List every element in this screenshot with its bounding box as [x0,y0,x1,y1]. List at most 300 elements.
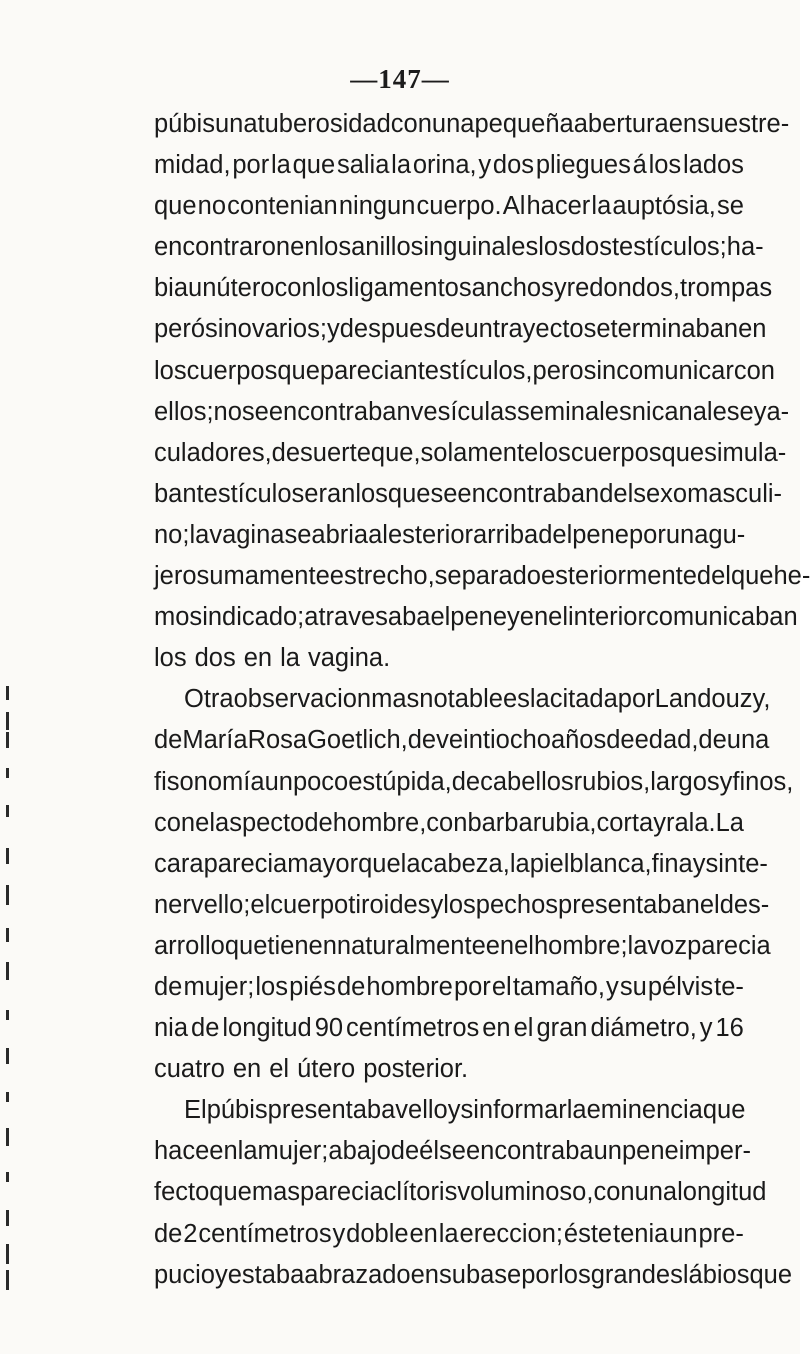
word: mas [251,1178,301,1207]
word: citada [549,685,618,714]
word: tenia [613,1219,669,1248]
word: rala. [665,808,716,837]
word: que [277,356,320,385]
word: anillos [351,233,424,262]
word: con [733,356,775,385]
text-line [154,145,744,186]
word: seminales [516,397,632,426]
word: se [241,397,269,426]
word: comunicaban [645,603,798,632]
word: pene [450,603,508,632]
word: sin [583,356,617,385]
word: el [548,603,569,632]
word: se [284,520,312,549]
word: no [213,397,242,426]
word: por [521,1260,559,1289]
word: en [409,1219,438,1248]
word: y [447,1096,461,1125]
word: diámetro, [590,1014,697,1043]
text-line [154,556,810,597]
word: sin [705,849,739,878]
word: hace [154,1137,210,1166]
text-line [154,227,764,268]
word: sin [205,315,238,344]
word: corta [596,808,654,837]
text-line [154,104,790,145]
word: formar [493,1096,567,1125]
word: con [154,808,196,837]
text-line [154,597,798,638]
word: de [154,726,183,755]
word: por [232,151,270,180]
word: orina, [412,151,477,180]
word: estrecho, [329,562,435,591]
word: púbis [206,1096,268,1125]
word: eya- [739,397,790,426]
word: que [358,849,401,878]
word: voz [647,931,688,960]
word: longitud [677,1178,767,1207]
word: estúpida, [348,767,452,796]
word: vagina [209,520,285,549]
word: por [453,972,491,1001]
word: cabellos [480,767,574,796]
word: pero [532,356,584,385]
text-line [154,351,775,392]
word: un [593,1137,622,1166]
word: pequeña [474,110,574,138]
word: los [154,644,187,673]
word: mas [371,685,420,714]
body-text [154,104,810,1296]
text-line [154,474,783,515]
word: cara [154,849,204,878]
word: hacer [526,192,591,221]
text-line [154,762,794,803]
word: encontraban [457,479,600,508]
word: la [627,931,648,960]
word: tiroides [348,890,431,919]
word: hombre, [332,808,427,837]
word: hombre [366,972,453,1001]
word: y [332,1219,346,1248]
word: centímetros [346,1014,480,1043]
word: en [482,1014,511,1043]
word: un [669,1219,698,1248]
word: trayecto [492,315,584,344]
word: y [214,1260,228,1289]
word: el [699,890,720,919]
word: la [566,1096,587,1125]
word: fina [651,849,693,878]
word: testículos; [611,233,727,262]
word: grandes [590,1260,683,1289]
text-line [154,885,770,926]
word: mujer; [257,1137,329,1166]
word: de [407,726,437,755]
word: auptósia, [612,192,716,221]
word: y [553,274,567,303]
word: cabeza, [420,849,510,878]
word: se [716,192,744,221]
word: cuerpos [570,438,662,467]
word: en [209,1137,238,1166]
word: que [387,479,431,508]
word: pucio [154,1260,215,1289]
word: cuerpo. [416,192,502,221]
word: solamente [420,438,539,467]
word: posterior. [363,1055,469,1084]
word: y [692,849,706,878]
word: el [195,808,215,837]
word: pélvis [647,972,714,1001]
word: presentaban [558,890,700,919]
word: ningun [338,192,416,221]
word: ereccion; [459,1219,563,1248]
word: jero [154,562,197,591]
word: observacion [233,685,372,714]
text-line [154,515,744,556]
word: fecto [154,1178,210,1207]
word: edad, [634,726,699,755]
edge-mark [6,1270,9,1290]
word: esteriormente [541,562,697,591]
word: su [619,972,647,1001]
word: suerte [300,438,371,467]
word: simula- [704,438,787,467]
word: anchos [471,274,554,303]
word: redondos, [566,274,680,303]
word: una [726,726,770,755]
word: clítoris [383,1178,458,1207]
word: del [599,479,634,508]
edge-mark [6,1010,9,1020]
word: indicado; [202,603,305,632]
word: con [390,110,432,138]
word: encontraron [154,233,291,262]
word: que [661,438,705,467]
word: masculi- [687,479,783,508]
edge-mark [6,712,9,730]
text-line [154,268,773,309]
text-line [154,1008,744,1049]
word: se [430,479,458,508]
edge-mark [6,732,9,748]
text-line [154,1090,744,1131]
word: que [749,1260,793,1289]
word: tienen [267,931,337,960]
word: abrazado [304,1260,411,1289]
text-line [154,926,771,967]
word: aspecto [215,808,305,837]
word: y [719,767,733,796]
word: poco [292,767,349,796]
word: peró [154,315,206,344]
word: lados [682,151,744,180]
word: midad, [154,151,231,180]
word: el [430,603,451,632]
word: abria [311,520,369,549]
word: arriba [473,520,539,549]
word: de [451,767,481,796]
word: en [410,1260,439,1289]
word: tuberosidad [257,110,391,138]
word: despues [339,315,437,344]
word: y [326,315,340,344]
word: salia [336,151,390,180]
word: de [390,1137,420,1166]
word: vello [395,1096,448,1125]
word: dos [492,151,535,180]
word: parecia [687,931,771,960]
text-line [154,803,744,844]
text-line [154,967,744,1008]
word: he- [773,562,810,591]
word: que, [370,438,421,467]
word: un [188,274,217,303]
word: la [438,1219,459,1248]
word: testículos [196,479,305,508]
word: Landouzy, [654,685,771,714]
word: la [400,849,421,878]
word: te- [738,849,768,878]
word: hombre; [533,931,628,960]
word: contenian [227,192,338,221]
word: tamaño, [512,972,605,1001]
word: dos [194,644,236,673]
word: con [426,808,468,837]
word: que [702,1096,746,1125]
word: sin [460,1096,494,1125]
text-line [154,433,787,474]
edge-mark [6,1172,9,1182]
word: terminaban [610,315,739,344]
word: vesículas [410,397,517,426]
word: piel [529,849,570,878]
word: ellos; [154,397,214,426]
word: por [628,520,666,549]
word: los [355,479,388,508]
word: de [271,438,301,467]
word: los [538,233,571,262]
word: mayor [287,849,359,878]
word: útero [297,1055,356,1084]
word: veintiocho [436,726,551,755]
word: testículos, [417,356,533,385]
word: de [304,808,333,837]
word: de [191,1014,220,1043]
word: barba [467,808,533,837]
word: canales [651,397,740,426]
word: finos, [732,767,794,796]
word: atravesaba [304,603,431,632]
word: pechos [475,890,559,919]
word: que [224,931,268,960]
word: los [318,233,352,262]
word: des- [719,890,770,919]
page-edge-shadow [0,0,24,1354]
word: comunicar [616,356,734,385]
word: en [519,603,549,632]
word: eminencia [586,1096,703,1125]
word: nia [154,1014,189,1043]
word: en [738,315,767,344]
word: la [391,151,412,180]
word: largos [650,767,720,796]
text-line [154,1172,767,1213]
word: Rosa [247,726,308,755]
word: ner [154,890,191,919]
word: María [182,726,248,755]
word: una [634,1178,678,1207]
word: vagina. [307,644,391,673]
word: y [507,603,520,632]
word: inguinales [423,233,539,262]
word: y [653,808,666,837]
word: cuerpo [270,890,349,919]
word: ni [631,397,652,426]
word: su [697,110,725,138]
word: pliegues [535,151,631,180]
word: de [606,726,635,755]
word: presentaba [267,1096,396,1125]
word: base [465,1260,522,1289]
word: los [255,972,288,1001]
word: encontraban [268,397,411,426]
word: al [368,520,388,549]
word: que [730,562,774,591]
word: del [696,562,731,591]
word: Otra [184,685,234,714]
word: 2 [183,1219,198,1248]
word: pre- [698,1219,744,1248]
word: mujer; [183,972,255,1001]
word: con [274,274,316,303]
word: trompas [680,274,773,303]
word: el [514,931,534,960]
word: doble [346,1219,409,1248]
text-line [154,679,771,720]
word: de [436,315,465,344]
word: la [509,849,530,878]
word: vello; [190,890,251,919]
word: no; [154,520,190,549]
word: y [699,1014,713,1043]
text-line [154,392,790,433]
word: en [243,644,273,673]
word: la [237,1137,258,1166]
word: los [315,274,349,303]
word: la [529,685,550,714]
word: con [593,1178,635,1207]
word: agu- [694,520,746,549]
word: los [558,1260,591,1289]
word: notable [419,685,503,714]
text-line [154,638,744,679]
word: pene [572,520,629,549]
text-line [154,1131,751,1172]
word: él [419,1137,440,1166]
word: fisonomía [154,767,265,796]
word: la [189,520,210,549]
word: á [632,151,647,180]
text-line [154,309,767,350]
word: El [184,1096,207,1125]
word: parecian [319,356,418,385]
word: y [478,151,492,180]
word: esterior [387,520,473,549]
word: culadores, [154,438,272,467]
word: es [502,685,530,714]
word: en [668,110,698,138]
word: estre- [724,110,790,138]
word: el [250,890,271,919]
word: encontraba [465,1137,594,1166]
word: rubia, [532,808,597,837]
word: se [439,1137,466,1166]
word: te- [714,972,744,1001]
word: ovarios; [237,315,327,344]
word: una [431,110,475,138]
edge-mark [6,1210,9,1226]
word: un [464,315,493,344]
edge-mark [6,768,9,778]
edge-mark [6,1244,9,1264]
word: gran [536,1014,588,1043]
word: centímetros [198,1219,332,1248]
word: del [538,520,573,549]
word: abajo [328,1137,391,1166]
word: ha- [726,233,764,262]
word: se [583,315,611,344]
word: los [538,438,571,467]
edge-mark [6,1092,9,1102]
word: separado [434,562,541,591]
word: lábios [682,1260,750,1289]
word: ban [154,479,197,508]
word: imper- [678,1137,751,1166]
text-line [154,186,744,227]
word: útero [216,274,275,303]
word: blanca, [569,849,652,878]
word: de [336,972,366,1001]
word: que [209,1178,252,1207]
word: la [280,644,300,673]
word: de [154,972,183,1001]
word: el [491,972,512,1001]
word: la [591,192,612,221]
word: arrollo [154,931,225,960]
word: La [715,808,744,837]
word: 16 [715,1014,744,1043]
word: rubios, [573,767,651,796]
word: por [617,685,655,714]
word: de [154,1219,183,1248]
word: piés [289,972,336,1001]
word: púbis [154,110,215,138]
word: una [214,110,258,138]
word: naturalmente [336,931,486,960]
edge-mark [6,848,9,864]
word: el [513,1014,534,1043]
edge-mark [6,805,9,817]
word: éste [563,1219,613,1248]
word: y [606,972,619,1001]
edge-mark [6,1128,9,1146]
word: los [154,356,187,385]
word: parecia [300,1178,384,1207]
word: 90 [314,1014,344,1043]
